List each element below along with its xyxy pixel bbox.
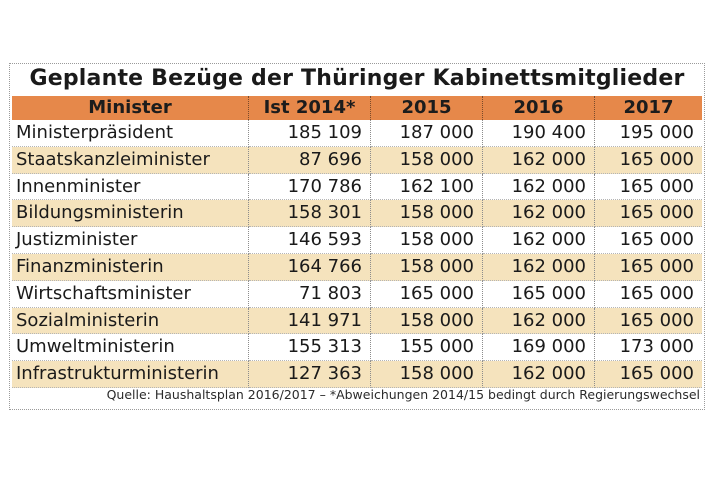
row-label: Infrastrukturministerin bbox=[12, 361, 249, 388]
table-cell: 158 000 bbox=[371, 227, 483, 254]
table-cell: 158 301 bbox=[249, 200, 371, 227]
table-cell: 162 000 bbox=[483, 200, 595, 227]
table-cell: 195 000 bbox=[595, 120, 702, 147]
row-label: Ministerpräsident bbox=[12, 120, 249, 147]
table-cell: 165 000 bbox=[371, 281, 483, 308]
row-label: Sozialministerin bbox=[12, 308, 249, 335]
table-cell: 165 000 bbox=[595, 147, 702, 174]
table-cell: 185 109 bbox=[249, 120, 371, 147]
table-cell: 87 696 bbox=[249, 147, 371, 174]
table-cell: 162 000 bbox=[483, 308, 595, 335]
table-cell: 71 803 bbox=[249, 281, 371, 308]
table-cell: 155 313 bbox=[249, 334, 371, 361]
table-cell: 170 786 bbox=[249, 174, 371, 201]
column-header: 2016 bbox=[483, 96, 595, 120]
table-cell: 162 000 bbox=[483, 361, 595, 388]
table-cell: 158 000 bbox=[371, 200, 483, 227]
table-cell: 162 000 bbox=[483, 254, 595, 281]
chart-title: Geplante Bezüge der Thüringer Kabinettsmitglieder bbox=[29, 66, 685, 91]
table-cell: 165 000 bbox=[595, 200, 702, 227]
column-header: 2017 bbox=[595, 96, 702, 120]
row-label: Staatskanzleiminister bbox=[12, 147, 249, 174]
row-label: Finanzministerin bbox=[12, 254, 249, 281]
table-cell: 169 000 bbox=[483, 334, 595, 361]
row-label: Innenminister bbox=[12, 174, 249, 201]
table-cell: 165 000 bbox=[595, 308, 702, 335]
table-cell: 190 400 bbox=[483, 120, 595, 147]
table-cell: 158 000 bbox=[371, 308, 483, 335]
table-cell: 173 000 bbox=[595, 334, 702, 361]
table-cell: 187 000 bbox=[371, 120, 483, 147]
table-cell: 165 000 bbox=[595, 281, 702, 308]
table-cell: 162 000 bbox=[483, 227, 595, 254]
table-cell: 165 000 bbox=[595, 361, 702, 388]
salary-table bbox=[12, 96, 702, 388]
table-cell: 162 100 bbox=[371, 174, 483, 201]
table-cell: 165 000 bbox=[483, 281, 595, 308]
table-cell: 162 000 bbox=[483, 147, 595, 174]
row-label: Justizminister bbox=[12, 227, 249, 254]
table-cell: 165 000 bbox=[595, 227, 702, 254]
column-header: Ist 2014* bbox=[249, 96, 371, 120]
table-cell: 158 000 bbox=[371, 147, 483, 174]
table-cell: 158 000 bbox=[371, 254, 483, 281]
table-cell: 146 593 bbox=[249, 227, 371, 254]
table-cell: 164 766 bbox=[249, 254, 371, 281]
row-label: Bildungsministerin bbox=[12, 200, 249, 227]
table-cell: 155 000 bbox=[371, 334, 483, 361]
table-cell: 165 000 bbox=[595, 254, 702, 281]
table-cell: 165 000 bbox=[595, 174, 702, 201]
source-note: Quelle: Haushaltsplan 2016/2017 – *Abweichungen 2014/15 bedingt durch Regierungswechsel bbox=[106, 387, 700, 402]
column-header: 2015 bbox=[371, 96, 483, 120]
table-cell: 158 000 bbox=[371, 361, 483, 388]
row-label: Wirtschaftsminister bbox=[12, 281, 249, 308]
column-header: Minister bbox=[12, 96, 249, 120]
table-cell: 141 971 bbox=[249, 308, 371, 335]
row-label: Umweltministerin bbox=[12, 334, 249, 361]
table-cell: 127 363 bbox=[249, 361, 371, 388]
table-cell: 162 000 bbox=[483, 174, 595, 201]
